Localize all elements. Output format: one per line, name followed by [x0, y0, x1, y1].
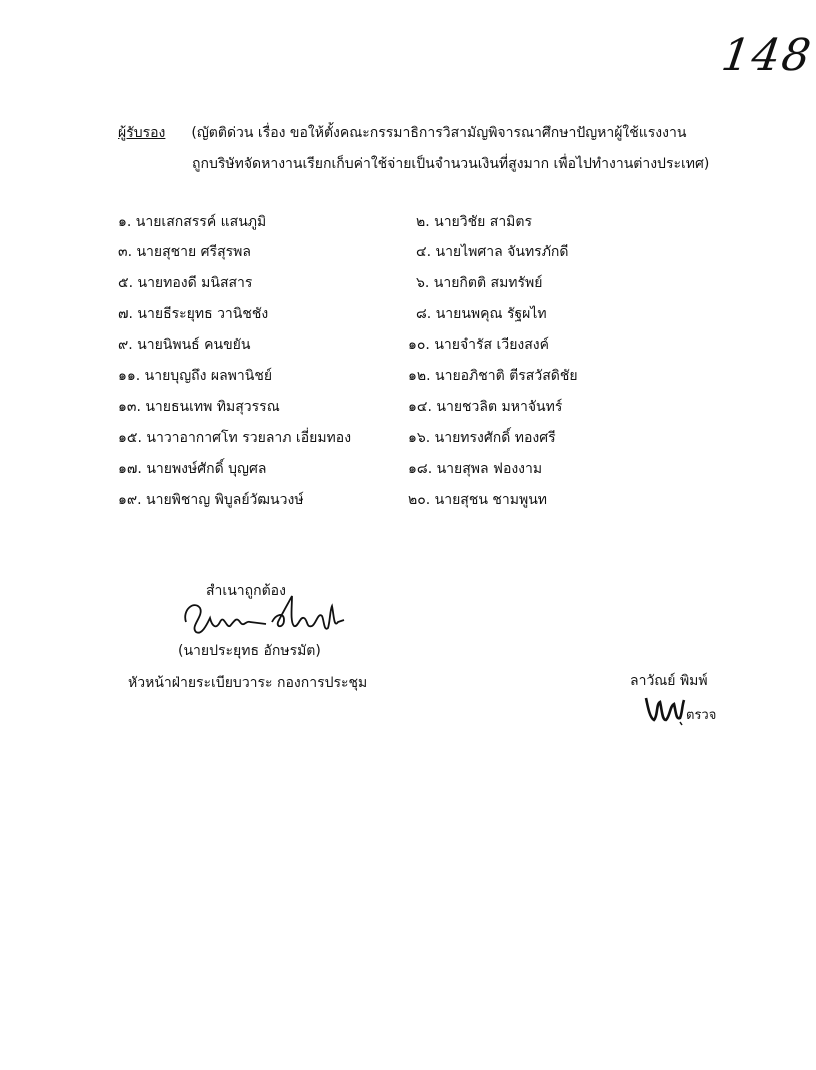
endorser-9: ๙. นายนิพนธ์ คนขยัน: [118, 337, 251, 353]
heading: [118, 118, 758, 172]
checker-initials-signature: [642, 694, 686, 726]
endorser-14: ๑๔. นายชวลิต มหาจันทร์: [408, 399, 563, 415]
endorser-19: ๑๙. นายพิชาญ พิบูลย์วัฒนวงษ์: [118, 492, 304, 508]
heading-line-1: [118, 118, 758, 149]
certifier-name: (นายประยุทธ อักษรมัต): [178, 643, 321, 659]
endorser-16: ๑๖. นายทรงศักดิ์ ทองศรี: [408, 430, 556, 446]
typist-note: ลาวัณย์ พิมพ์: [630, 673, 708, 689]
endorser-1: ๑. นายเสกสรรค์ แสนภูมิ: [118, 214, 267, 230]
endorser-11: ๑๑. นายบุญถึง ผลพานิชย์: [118, 368, 273, 384]
endorser-7: ๗. นายธีระยุทธ วานิชชัง: [118, 306, 269, 322]
checker-block: [642, 694, 732, 726]
checker-label: ตรวจ: [686, 708, 717, 723]
handwritten-signature: [180, 592, 350, 638]
endorser-15: ๑๕. นาวาอากาศโท รวยลาภ เอี่ยมทอง: [118, 430, 352, 446]
endorser-8: ๘. นายนพคุณ รัฐผไท: [416, 306, 547, 322]
endorser-5: ๕. นายทองดี มนิสสาร: [118, 275, 253, 291]
endorser-4: ๔. นายไพศาล จันทรภักดี: [416, 244, 569, 260]
endorser-20: ๒๐. นายสุชน ชามพูนท: [408, 492, 547, 508]
endorser-6: ๖. นายกิตติ สมทรัพย์: [416, 275, 543, 291]
certifier-position: หัวหน้าฝ่ายระเบียบวาระ กองการประชุม: [128, 675, 368, 691]
endorser-18: ๑๘. นายสุพล ฟองงาม: [408, 461, 543, 477]
endorser-13: ๑๓. นายธนเทพ ทิมสุวรรณ: [118, 399, 280, 415]
certification-title: สำเนาถูกต้อง: [206, 583, 286, 599]
endorser-17: ๑๗. นายพงษ์ศักดิ์ บุญศล: [118, 461, 267, 477]
endorser-10: ๑๐. นายจำรัส เวียงสงค์: [408, 337, 549, 353]
page-number: 148: [718, 30, 816, 81]
heading-label: ผู้รับรอง: [118, 125, 166, 141]
heading-text-1: (ญัตติด่วน เรื่อง ขอให้ตั้งคณะกรรมาธิการวิสามัญพิจารณาศึกษาปัญหาผู้ใช้แรงงาน: [191, 125, 687, 141]
endorser-12: ๑๒. นายอภิชาติ ตีรสวัสดิชัย: [408, 368, 578, 384]
heading-line-2: ถูกบริษัทจัดหางานเรียกเก็บค่าใช้จ่ายเป็นจำนวนเงินที่สูงมาก เพื่อไปทำงานต่างประเทศ): [192, 156, 710, 172]
endorser-3: ๓. นายสุชาย ศรีสุรพล: [118, 244, 251, 260]
endorser-2: ๒. นายวิชัย สามิตร: [416, 214, 533, 230]
